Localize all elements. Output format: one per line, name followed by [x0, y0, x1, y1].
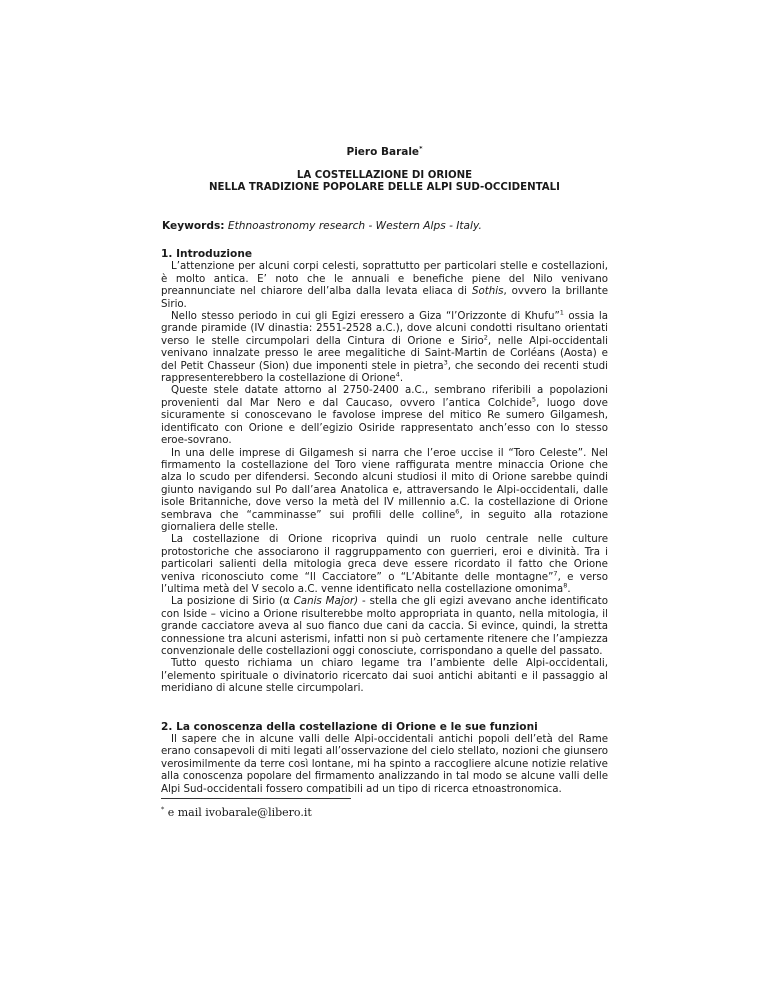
footnote-ref: 7: [553, 569, 558, 578]
footnote-divider: [161, 798, 351, 799]
footnote-ref: 8: [563, 581, 568, 590]
paragraph: La posizione di Sirio (α Canis Major) - stella che gli egizi avevano anche identificato con Iside – vicino a Orione risulterebbe molto appropriata in quanto, nella mitologia, il grande cacciatore aveva al suo fianco due cani da caccia. Si evince, quindi, la stretta connessione tra alcuni asterismi, infatti non si può certamente ritenere che l’ampiezza convenzionale delle costellazioni oggi conosciute, corrispondano a quelle del passato.: [161, 595, 608, 657]
title-line-1: LA COSTELLAZIONE DI ORIONE: [296, 170, 473, 181]
section-2-heading: 2. La conoscenza della costellazione di Orione e le sue funzioni: [161, 720, 538, 733]
author-line: [161, 146, 608, 158]
section-1-heading: 1. Introduzione: [161, 248, 253, 260]
paragraph: L’attenzione per alcuni corpi celesti, soprattutto per particolari stelle e costellazioni, è molto antica. E’ noto che le annuali e benefiche piene del Nilo venivano preannunciate nel chiarore dell’alba dalla levata eliaca di Sothis, ovvero la brillante Sirio.: [161, 260, 608, 310]
footnote-ref: 4: [395, 370, 400, 379]
paragraph: In una delle imprese di Gilgamesh si narra che l’eroe uccise il “Toro Celeste”. Nel firmamento la costellazione del Toro viene raffigurata mentre minaccia Orione che alza lo scudo per difendersi. Secondo alcuni studiosi il mito di Orione sarebbe quindi giunto navigando sul Po dall’area Anatolica e, attraversando le Alpi-occidentali, dalle isole Britanniche, dove verso la metà del IV millennio a.C. la costellazione di Orione sembrava che “camminasse” sui profili delle colline$^6$, in seguito alla rotazione giornaliera delle stelle.: [161, 446, 608, 533]
footnote-ref: 6: [455, 507, 460, 516]
footnote-text: e mail ivobarale@libero.it: [167, 806, 312, 819]
footnote-ref: 1: [559, 308, 564, 317]
paragraph: Tutto questo richiama un chiaro legame tra l’ambiente delle Alpi-occidentali, l’elemento spirituale o divinatorio ricercato dai suoi antichi abitanti e il passaggio al meridiano di alcune stelle circumpolari.: [161, 657, 608, 695]
paper-title: [161, 170, 608, 194]
footnote-mark: *: [161, 805, 165, 814]
footnote-ref: 5: [531, 395, 537, 404]
alpha-symbol: α: [282, 595, 290, 608]
footnote: [161, 806, 312, 819]
keywords: [162, 220, 608, 232]
footnote-ref: 2: [483, 333, 488, 342]
author-footnote-mark: *: [419, 144, 423, 153]
footnote-ref: 3: [443, 358, 448, 367]
paragraph: Il sapere che in alcune valli delle Alpi-occidentali antichi popoli dell’età del Rame erano consapevoli di miti legati all’osservazione del cielo stellato, nozioni che giunsero verosimilmente da terre così lontane, mi ha spinto a raccogliere alcune notizie relative alla conoscenza popolare del firmamento analizzando in tal modo se alcune valli delle Alpi Sud-occidentali fossero compatibili ad un tipo di ricerca etnoastronomica.: [161, 733, 608, 795]
paper-page: [161, 146, 608, 795]
title-line-2: NELLA TRADIZIONE POPOLARE DELLE ALPI SUD-OCCIDENTALI: [209, 182, 560, 193]
paragraph: La costellazione di Orione ricopriva quindi un ruolo centrale nelle culture protostoriche che associarono il raggruppamento con guerrieri, eroi e divinità. Tra i particolari salienti della mitologia greca deve essere ricordato il fatto che Orione veniva riconosciuto come “Il Cacciatore” o “L’Abitante delle montagne”$^7$, e verso l’ultima metà del V secolo a.C. venne identificato nella costellazione omonima$^8$.: [161, 533, 608, 595]
author-name: Piero Barale: [346, 146, 420, 158]
keywords-value: Ethnoastronomy research - Western Alps - Italy.: [227, 220, 482, 232]
paragraph: Queste stele datate attorno al 2750-2400 a.C., sembrano riferibili a popolazioni provenienti dal Mar Nero e dal Caucaso, ovvero l’antica Colchide$^5$, luogo dove sicuramente si conoscevano le favolose imprese del mitico Re sumero Gilgamesh, identificato con Orione e dell’egizio Osiride rappresentato anch’esso con lo stesso eroe-sovrano.: [161, 384, 608, 447]
paragraph: Nello stesso periodo in cui gli Egizi eressero a Giza “l’Orizzonte di Khufu”$^1$ ossia la grande piramide (IV dinastia: 2551-2528 a.C.), dove alcuni condotti risultano orientati verso le stelle circumpolari della Cintura di Orione e Sirio$^2$, nelle Alpi-occidentali venivano innalzate presso le aree megalitiche di Saint-Martin de Corléans (Aosta) e del Petit Chasseur (Sion) due imponenti stele in pietra$^3$, che secondo dei recenti studi rappresenterebbero la costellazione di Orione$^4$.: [161, 308, 608, 385]
keywords-label: Keywords:: [162, 220, 225, 232]
